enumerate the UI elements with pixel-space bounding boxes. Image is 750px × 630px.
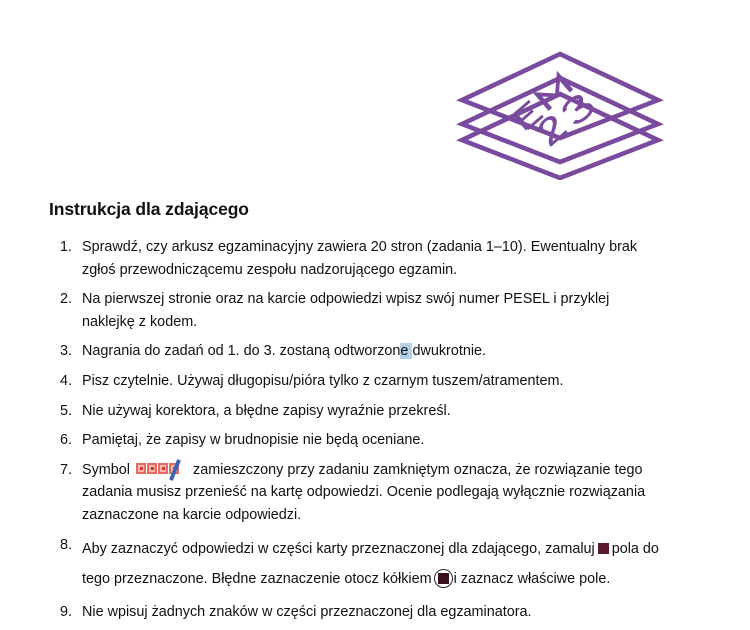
list-item [47, 601, 661, 624]
list-item-number: 9. [59, 603, 72, 620]
list-item-text: Na pierwszej stronie oraz na karcie odpowiedzi wpisz swój numer PESEL i przyklej naklejkę z kodem. [82, 291, 610, 330]
list-item-number: 7. [59, 461, 72, 478]
list-item-text: Nie wpisuj żadnych znaków w części przeznaczonej dla egzaminatora. [82, 603, 532, 620]
circled-square-symbol [434, 569, 453, 588]
transfer-symbol-box [158, 463, 168, 474]
list-item-number: 3. [59, 343, 72, 360]
em-23-exam-logo [448, 38, 672, 180]
inner-filled-square-icon [438, 573, 449, 584]
symbol-description-text: zamieszczony przy zadaniu zamkniętym oznacza, że rozwiązanie tego zadania musisz przenieść na kartę odpowiedzi. Ocenie podlegają wyłącznie rozwiązania zaznaczone na karcie odpowiedzi. [82, 461, 646, 523]
fill-instruction-text-c: i zaznacz właściwe pole. [453, 570, 611, 587]
fill-instruction-text-b: pola do tego przeznaczone. Błędne zaznaczenie otocz kółkiem [82, 540, 659, 587]
list-item-number: 4. [59, 372, 72, 389]
list-item [47, 534, 661, 594]
transfer-symbol-box [147, 463, 157, 474]
list-item-text [82, 340, 661, 363]
list-item-text: Sprawdź, czy arkusz egzaminacyjny zawiera 20 stron (zadania 1–10). Ewentualny brak zgłoś przewodniczącemu zespołu nadzorującego egzamin. [82, 239, 638, 278]
text-before-selection: Nagrania do zadań od 1. do 3. zostaną odtworzon [82, 343, 401, 360]
logo-text-group [515, 73, 594, 151]
list-item [47, 429, 661, 452]
list-item [47, 288, 661, 333]
list-item-number: 6. [59, 432, 72, 449]
list-item-text: Pisz czytelnie. Używaj długopisu/pióra tylko z czarnym tuszem/atramentem. [82, 372, 564, 389]
list-item [47, 370, 661, 393]
text-after-selection: dwukrotnie. [412, 343, 487, 360]
selected-text-highlight[interactable]: e [400, 343, 413, 360]
transfer-symbol [136, 463, 188, 476]
list-item-number: 8. [59, 536, 72, 553]
list-item-text [82, 534, 661, 594]
filled-square-symbol [598, 543, 609, 554]
transfer-symbol-box [136, 463, 146, 474]
logo-graphic [448, 38, 672, 180]
list-item-text: Nie używaj korektora, a błędne zapisy wyraźnie przekreśl. [82, 402, 451, 419]
list-item [47, 459, 661, 527]
fill-instruction-text-a: Aby zaznaczyć odpowiedzi w części karty przeznaczonej dla zdającego, zamaluj [82, 540, 595, 557]
list-item [47, 236, 661, 281]
list-item-number: 1. [59, 239, 72, 255]
list-item-text: Pamiętaj, że zapisy w brudnopisie nie będą oceniane. [82, 432, 425, 449]
page-title: Instrukcja dla zdającego [49, 199, 249, 219]
instruction-list [47, 236, 661, 630]
list-item-text [82, 459, 661, 527]
list-item [47, 400, 661, 423]
list-item-number: 5. [59, 402, 72, 419]
symbol-intro-text: Symbol [82, 461, 130, 478]
list-item [47, 340, 661, 363]
list-item-number: 2. [59, 291, 72, 308]
